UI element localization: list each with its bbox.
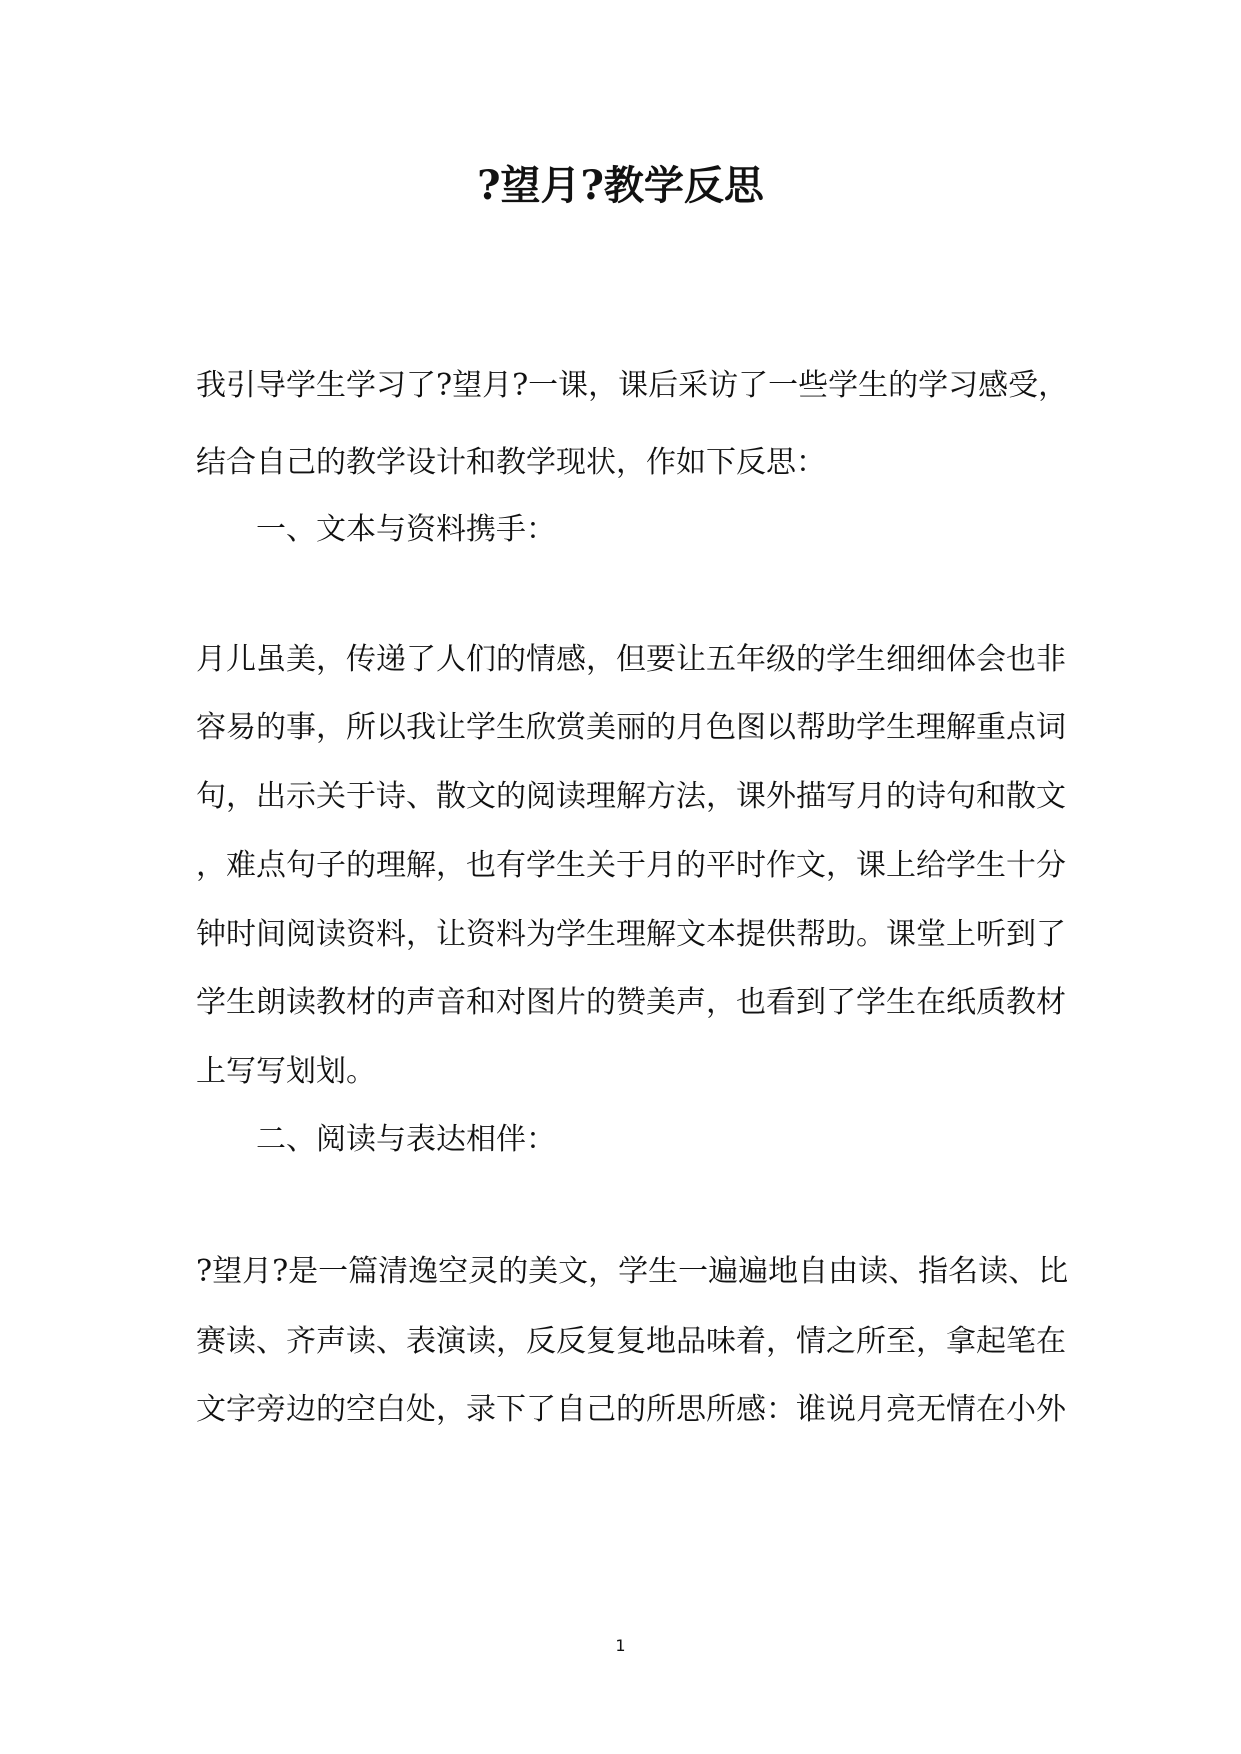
section1-line-4: ，难点句子的理解，也有学生关于月的平时作文，课上给学生十分 (196, 848, 1066, 883)
section1-line-1: 月儿虽美，传递了人们的情感，但要让五年级的学生细细体会也非 (196, 642, 1066, 677)
section2-line-2: 赛读、齐声读、表演读，反反复复地品味着，情之所至，拿起笔在 (196, 1324, 1066, 1359)
section1-line-6: 学生朗读教材的声音和对图片的赞美声，也看到了学生在纸质教材 (196, 985, 1066, 1020)
section1-line-5: 钟时间阅读资料，让资料为学生理解文本提供帮助。课堂上听到了 (196, 917, 1066, 952)
section1-line-3: 句，出示关于诗、散文的阅读理解方法，课外描写月的诗句和散文 (196, 779, 1066, 814)
section1-line-2: 容易的事，所以我让学生欣赏美丽的月色图以帮助学生理解重点词 (196, 710, 1066, 745)
section2-line-3: 文字旁边的空白处，录下了自己的所思所感：谁说月亮无情在小外 (196, 1392, 1066, 1427)
section2-heading: 二、阅读与表达相伴： (256, 1122, 556, 1157)
section1-heading: 一、文本与资料携手： (256, 512, 556, 547)
section2-line-1: ?望月?是一篇清逸空灵的美文，学生一遍遍地自由读、指名读、比 (196, 1254, 1069, 1289)
document-title: ?望月?教学反思 (477, 162, 764, 209)
intro-line-2: 结合自己的教学设计和教学现状，作如下反思： (196, 445, 826, 480)
intro-line-1: 我引导学生学习了?望月?一课，课后采访了一些学生的学习感受， (196, 368, 1069, 403)
section1-line-7: 上写写划划。 (196, 1054, 376, 1089)
page-number: 1 (615, 1636, 626, 1655)
